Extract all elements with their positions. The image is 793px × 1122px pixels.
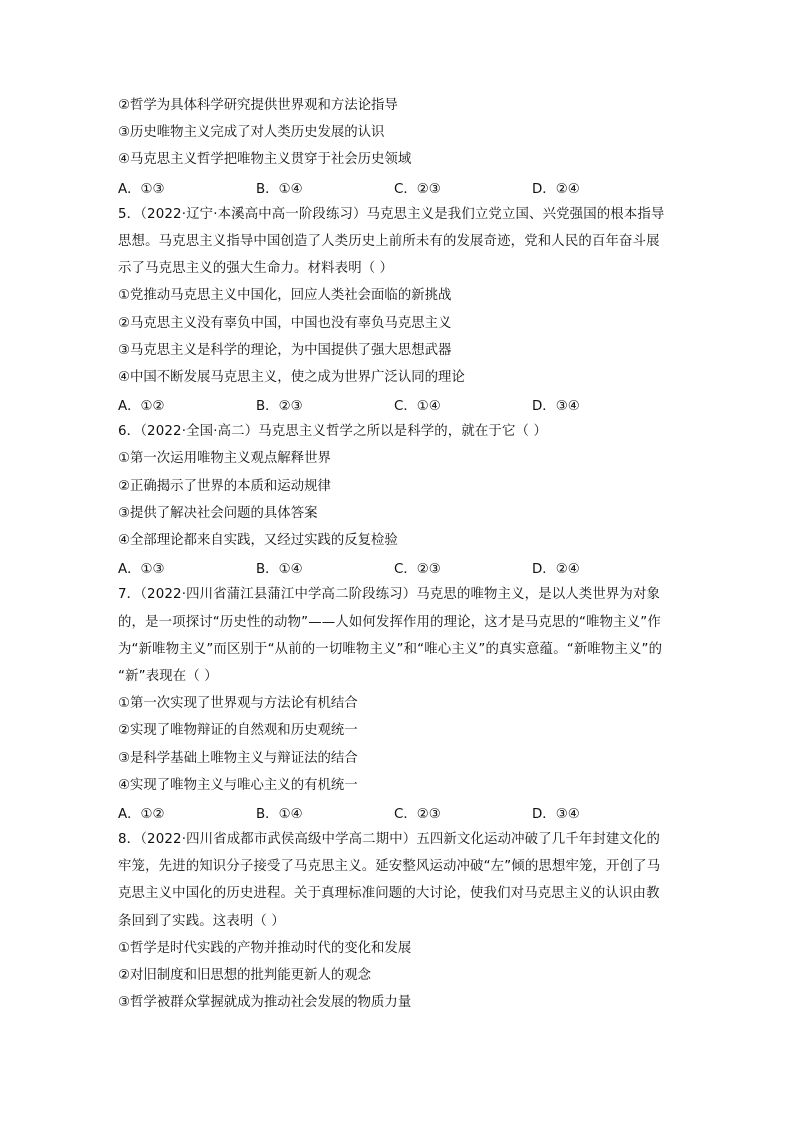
option-line: ④中国不断发展马克思主义，使之成为世界广泛认同的理论: [118, 369, 465, 385]
question-stem: [118, 418, 678, 445]
page-content: [118, 92, 678, 1016]
answer-choice-a: A．①②: [118, 806, 165, 822]
answer-choice-b: B．①④: [256, 562, 303, 578]
question-stem-line: 6．（2022·全国·高二）马克思主义哲学之所以是科学的，就在于它（ ）: [118, 424, 548, 440]
option-line: ②对旧制度和旧思想的批判能更新人的观念: [118, 968, 372, 983]
answer-choice-c: C．②③: [394, 181, 441, 197]
answer-choice-a: A．①③: [118, 181, 165, 197]
option-line: ①党推动马克思主义中国化，回应人类社会面临的新挑战: [118, 288, 452, 304]
answer-choice-b: B．①④: [256, 181, 303, 197]
question-stem-line: “新”表现在（ ）: [118, 668, 218, 684]
question-5: [118, 201, 678, 419]
answer-choice-c: C．②③: [394, 562, 441, 578]
answer-choice-d: D．②④: [532, 562, 580, 578]
answer-choice-a: A．①③: [118, 562, 165, 578]
answer-choice-c: C．②③: [394, 806, 441, 822]
question-7: [118, 581, 678, 826]
answer-choice-d: D．③④: [532, 399, 580, 415]
option-line: ①哲学是时代实践的产物并推动时代的变化和发展: [118, 940, 412, 956]
option-line: ③提供了解决社会问题的具体答案: [118, 505, 318, 521]
answer-choice-a: A．①②: [118, 399, 165, 415]
option-line: ②哲学为具体科学研究提供世界观和方法论指导: [118, 98, 398, 113]
option-line: ②马克思主义没有辜负中国，中国也没有辜负马克思主义: [118, 315, 452, 331]
question-stem-line: 为“新唯物主义”而区别于“从前的一切唯物主义”和“唯心主义”的真实意蕴。“新唯物主义”的: [118, 641, 663, 657]
option-line: ③历史唯物主义完成了对人类历史发展的认识: [118, 125, 385, 141]
option-line: ④实现了唯物主义与唯心主义的有机统一: [118, 777, 358, 793]
question-stem-line: 5．（2022·辽宁·本溪高中高一阶段练习）马克思主义是我们立党立国、兴党强国的根本指导: [118, 206, 665, 222]
question-stem: [118, 201, 678, 283]
option-line: ①第一次实现了世界观与方法论有机结合: [118, 696, 358, 712]
answer-choice-d: D．③④: [532, 806, 580, 822]
option-line: ③哲学被群众掌握就成为推动社会发展的物质力量: [118, 995, 412, 1011]
question-stem-line: 克思主义中国化的历史进程。关于真理标准问题的大讨论，使我们对马克思主义的认识由教: [118, 886, 660, 902]
answer-row: [118, 554, 678, 581]
answer-choice-b: B．②③: [256, 399, 303, 415]
question-stem-line: 示了马克思主义的强大生命力。材料表明（ ）: [118, 261, 394, 277]
answer-choice-c: C．①④: [394, 399, 441, 415]
option-line: ①第一次运用唯物主义观点解释世界: [118, 451, 331, 467]
answer-choice-b: B．①④: [256, 806, 303, 822]
option-line: ③是科学基础上唯物主义与辩证法的结合: [118, 750, 358, 766]
question-stem: [118, 826, 678, 935]
option-line: ④马克思主义哲学把唯物主义贯穿于社会历史领域: [118, 152, 412, 168]
question-stem-line: 的，是一项探讨“历史性的动物”——人如何发挥作用的理论，这才是马克思的“唯物主义”作: [118, 614, 661, 630]
question-8: [118, 826, 678, 1016]
question-stem: [118, 581, 678, 690]
question-stem-line: 7．（2022·四川省蒲江县蒲江中学高二阶段练习）马克思的唯物主义，是以人类世界为对象: [118, 587, 661, 603]
answer-row: [118, 174, 678, 201]
question-stem-line: 牢笼，先进的知识分子接受了马克思主义。延安整风运动冲破“左”倾的思想牢笼，开创了马: [118, 859, 661, 875]
option-line: ④全部理论都来自实践，又经过实践的反复检验: [118, 533, 398, 548]
option-line: ②正确揭示了世界的本质和运动规律: [118, 478, 331, 494]
answer-row: [118, 391, 678, 418]
option-line: ②实现了唯物辩证的自然观和历史观统一: [118, 723, 358, 739]
answer-row: [118, 799, 678, 826]
question-6: [118, 418, 678, 581]
question-stem-line: 思想。马克思主义指导中国创造了人类历史上前所未有的发展奇迹，党和人民的百年奋斗展: [118, 233, 660, 249]
question-stem-line: 8．（2022·四川省成都市武侯高级中学高二期中）五四新文化运动冲破了几千年封建文化的: [118, 832, 661, 848]
question-stem-line: 条回到了实践。这表明（ ）: [118, 913, 285, 929]
option-line: ③马克思主义是科学的理论，为中国提供了强大思想武器: [118, 342, 452, 358]
answer-choice-d: D．②④: [532, 181, 580, 197]
